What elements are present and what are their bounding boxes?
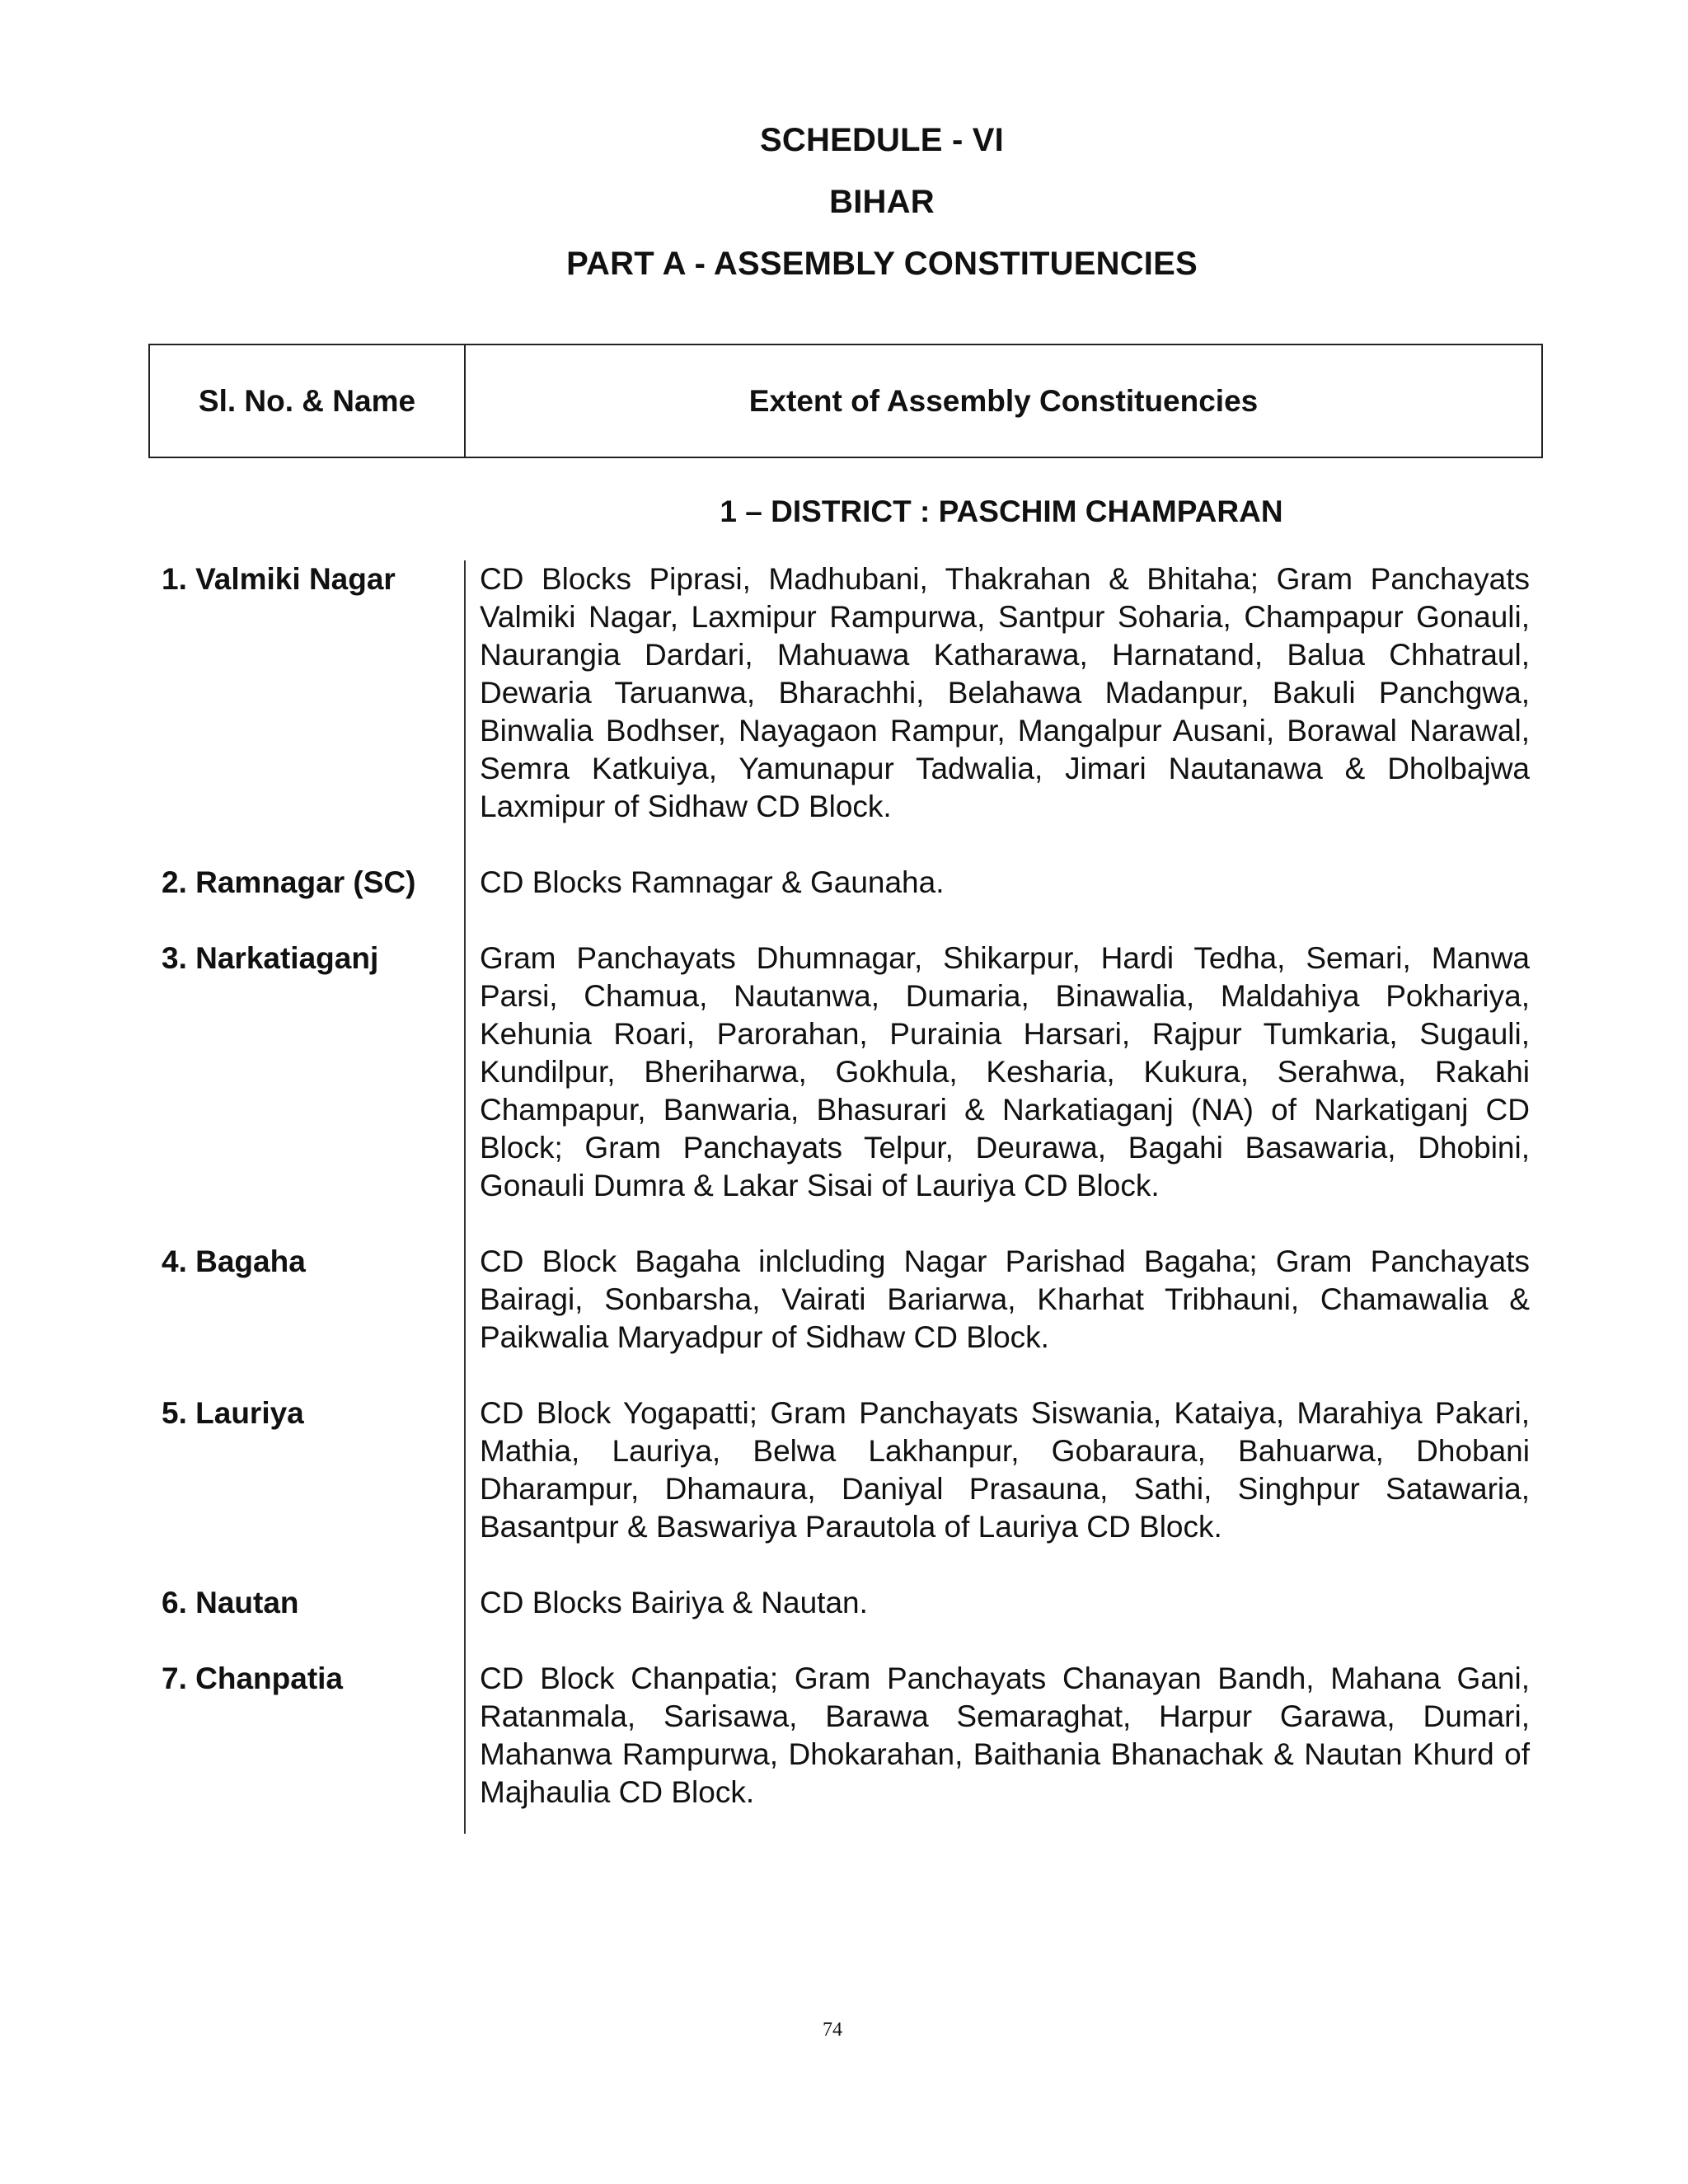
- schedule-title: SCHEDULE - VI: [760, 122, 1004, 158]
- constituency-row: [162, 1394, 1530, 1546]
- constituency-name: 7. Chanpatia: [162, 1661, 343, 1695]
- constituency-row: [162, 560, 1530, 826]
- constituency-extent: CD Block Bagaha inlcluding Nagar Parishad Bagaha; Gram Panchayats Bairagi, Sonbarsha, Vairati Bariarwa, Kharhat Tribhauni, Chamawalia & Paikwalia Maryadpur of Sidhaw CD Block.: [480, 1244, 1530, 1354]
- constituency-row: [162, 940, 1530, 1205]
- constituency-extent: CD Block Yogapatti; Gram Panchayats Siswania, Kataiya, Marahiya Pakari, Mathia, Lauriya, Belwa Lakhanpur, Gobaraura, Bahuarwa, Dhobani Dharampur, Dhamaura, Daniyal Prasauna, Sathi, Singhpur Satawaria, Basantpur & Baswariya Parautola of Lauriya CD Block.: [480, 1396, 1530, 1544]
- constituency-name: 4. Bagaha: [162, 1244, 306, 1278]
- constituency-name: 1. Valmiki Nagar: [162, 562, 396, 596]
- column-header-extent: Extent of Assembly Constituencies: [748, 383, 1259, 418]
- constituency-row: [162, 864, 1530, 902]
- constituency-list: [162, 560, 1530, 1849]
- constituency-name: 2. Ramnagar (SC): [162, 865, 416, 899]
- constituency-name: 6. Nautan: [162, 1586, 299, 1619]
- page-number: 74: [823, 2019, 842, 2041]
- constituency-extent: Gram Panchayats Dhumnagar, Shikarpur, Hardi Tedha, Semari, Manwa Parsi, Chamua, Nautanwa, Dumaria, Binawalia, Maldahiya Pokhariya, Kehunia Roari, Parorahan, Purainia Harsari, Rajpur Tumkaria, Sugauli, Kundilpur, Bheriharwa, Gokhula, Kesharia, Kukura, Serahwa, Rakahi Champapur, Banwaria, Bhasurari & Narkatiaganj (NA) of Narkatiganj CD Block; Gram Panchayats Telpur, Deurawa, Bagahi Basawaria, Dhobini, Gonauli Dumra & Lakar Sisai of Lauriya CD Block.: [480, 941, 1530, 1202]
- column-header-name: Sl. No. & Name: [150, 345, 466, 457]
- constituency-row: [162, 1243, 1530, 1357]
- constituency-extent: CD Block Chanpatia; Gram Panchayats Chanayan Bandh, Mahana Gani, Ratanmala, Sarisawa, Barawa Semaraghat, Harpur Garawa, Dumari, Mahanwa Rampurwa, Dhokarahan, Baithania Bhanachak & Nautan Khurd of Majhaulia CD Block.: [480, 1661, 1530, 1809]
- constituency-row: [162, 1584, 1530, 1622]
- constituency-name: 5. Lauriya: [162, 1396, 304, 1430]
- table-header: [148, 344, 1543, 458]
- constituency-row: [162, 1660, 1530, 1811]
- constituency-extent: CD Blocks Ramnagar & Gaunaha.: [480, 865, 945, 899]
- constituency-extent: CD Blocks Piprasi, Madhubani, Thakrahan & Bhitaha; Gram Panchayats Valmiki Nagar, Laxmipur Rampurwa, Santpur Soharia, Champapur Gonauli, Naurangia Dardari, Mahuawa Katharawa, Harnatand, Balua Chhatraul, Dewaria Taruanwa, Bharachhi, Belahawa Madanpur, Bakuli Panchgwa, Binwalia Bodhser, Nayagaon Rampur, Mangalpur Ausani, Borawal Narawal, Semra Katkuiya, Yamunapur Tadwalia, Jimari Nautanawa & Dholbajwa Laxmipur of Sidhaw CD Block.: [480, 562, 1530, 823]
- state-title: BIHAR: [829, 184, 935, 220]
- constituency-extent: CD Blocks Bairiya & Nautan.: [480, 1586, 868, 1619]
- district-heading: 1 – DISTRICT : PASCHIM CHAMPARAN: [720, 494, 1283, 528]
- part-title: PART A - ASSEMBLY CONSTITUENCIES: [566, 246, 1198, 282]
- constituency-name: 3. Narkatiaganj: [162, 941, 379, 975]
